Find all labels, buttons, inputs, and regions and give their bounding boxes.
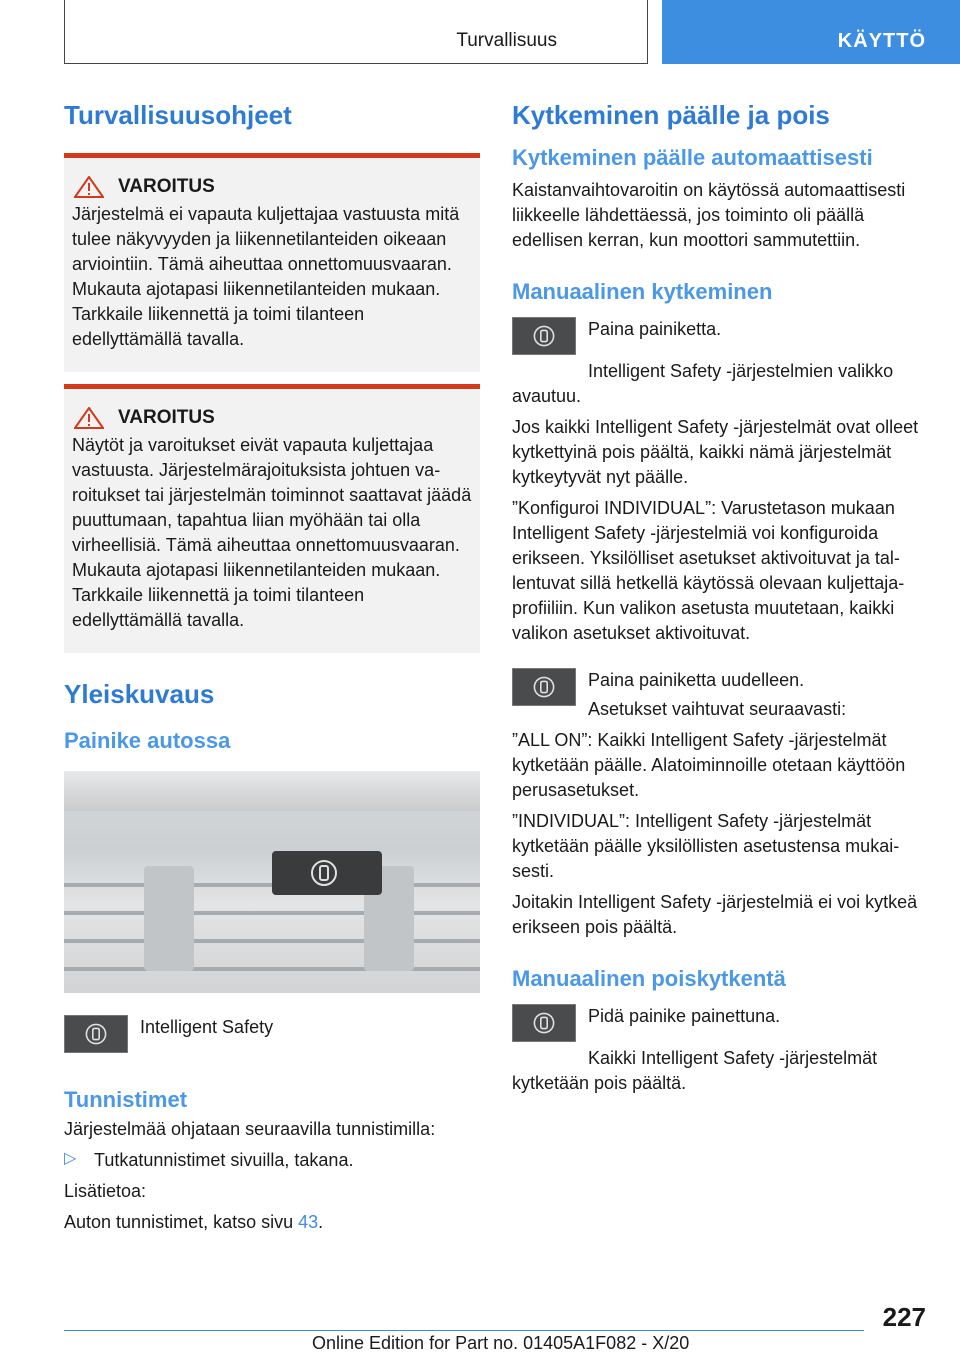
vent-top xyxy=(64,771,480,811)
header-frame xyxy=(64,0,648,64)
sensors-intro: Järjestelmää ohjataan seuraavilla tunnistimilla: xyxy=(64,1119,436,1140)
warning-box-1 xyxy=(64,153,480,372)
edition-footer: Online Edition for Part no. 01405A1F082 - X/20 xyxy=(312,1333,690,1353)
subsection-title-sensors: Tunnistimet xyxy=(64,1086,188,1112)
warning-title: VAROITUS xyxy=(118,176,215,198)
step-2: Paina painiketta uudelleen. Asetukset vaihtuvat seuraavasti: xyxy=(512,668,928,722)
list-item: ▷ Tutkatunnistimet sivuilla, takana. xyxy=(64,1148,480,1173)
right-column xyxy=(512,100,928,1096)
step-1: Paina painiketta. xyxy=(512,317,928,355)
car-shield-icon xyxy=(309,858,339,888)
button-symbol xyxy=(512,1004,576,1042)
subsection-title-button: Painike autossa xyxy=(64,728,231,754)
car-shield-icon xyxy=(532,324,556,348)
button-label: Intelligent Safety xyxy=(140,1016,274,1037)
more-info-label: Lisätietoa: xyxy=(64,1181,147,1202)
warning-triangle-icon xyxy=(74,176,104,198)
button-symbol xyxy=(64,1015,128,1053)
car-shield-icon xyxy=(84,1022,108,1046)
car-shield-icon xyxy=(532,1011,556,1035)
chapter-tab[interactable]: KÄYTTÖ xyxy=(662,0,960,64)
section-title-overview: Yleiskuvaus xyxy=(64,679,215,710)
footer-divider xyxy=(64,1330,864,1331)
paragraph: ”Konfiguroi INDIVIDUAL”: Varustetason mukaan Intelligent Safety -järjestelmiä voi konfiguroida erikseen. Yksilölliset asetukset aktivoituvat ja tallentuvat sillä hetkellä käytössä olevaan kuljettajaprofiiliin. Kun valikon asetusta muutetaan, kaikki valikon asetukset aktivoituvat. xyxy=(512,497,905,643)
section-name: Turvallisuus xyxy=(456,30,557,51)
paragraph: Joitakin Intelligent Safety -järjestelmiä ei voi kytkeä erikseen pois päältä. xyxy=(512,891,918,937)
subsection-title-manual-on: Manuaalinen kytkeminen xyxy=(512,278,773,304)
page-link[interactable]: 43 xyxy=(298,1212,319,1233)
subsection-title-manual-off: Manuaalinen poiskytkentä xyxy=(512,965,786,991)
button-photo xyxy=(64,771,480,993)
car-shield-icon xyxy=(532,675,556,699)
warning-triangle-icon xyxy=(74,407,104,429)
warning-text: Järjestelmä ei vapauta kuljettajaa vastuusta mitä tulee näkyvyyden ja liikennetilanteiden oikeaan arviointiin. Tämä aiheuttaa onnettomuusvaaran. Mukauta ajotapasi liikennetilanteiden mukaan. Tarkkaile liikennettä ja toimi tilanteen edellyttämällä tavalla. xyxy=(72,204,460,350)
paragraph: ”ALL ON”: Kaikki Intelligent Safety -järjestelmät kytketään päälle. Alatoiminnoille otetaan käyttöön perusasetukset. xyxy=(512,729,906,800)
paragraph: ”INDIVIDUAL”: Intelligent Safety -järjestelmät kytketään päälle yksilöllisten asetustensa mukaisesti. xyxy=(512,810,900,881)
left-column xyxy=(64,100,480,1235)
warning-text: Näytöt ja varoitukset eivät vapauta kuljettajaa vastuusta. Järjestelmärajoituksista johtuen varoitukset tai järjestelmän toiminnot saattavat jäädä puuttumaan, tapahtua liian myöhään tai olla virheellisiä. Tämä aiheuttaa onnettomuusvaaran. Mukauta ajotapasi liikennetilanteiden mukaan. Tarkkaile liikennettä ja toimi tilanteen edellyttämällä tavalla. xyxy=(72,435,472,631)
section-title-safety: Turvallisuusohjeet xyxy=(64,100,292,130)
button-symbol xyxy=(512,317,576,355)
subsection-title-auto: Kytkeminen päälle automaattisesti xyxy=(512,145,873,171)
step-1-result: Intelligent Safety -järjestelmien valikko avautuu. xyxy=(512,360,894,406)
section-title-switching: Kytkeminen päälle ja pois xyxy=(512,100,830,130)
warning-title: VAROITUS xyxy=(118,407,215,429)
paragraph: Jos kaikki Intelligent Safety -järjestelmät ovat olleet kytkettyinä pois päältä, kaikki nämä järjestelmät kytkeytyvät nyt päälle. xyxy=(512,416,919,487)
triangle-bullet-icon: ▷ xyxy=(64,1150,77,1168)
button-legend xyxy=(64,1015,480,1053)
warning-box-2 xyxy=(64,384,480,653)
intelligent-safety-button xyxy=(272,851,382,895)
auto-text: Kaistanvaihtovaroitin on käytössä automaattisesti liikkeelle lähdettäessä, jos toiminto oli päällä edellisen kerran, kun moottori sammutettiin. xyxy=(512,179,906,250)
reference-text: Auton tunnistimet, katso sivu 43. xyxy=(64,1212,324,1233)
page-number: 227 xyxy=(882,1302,926,1332)
step-3: Pidä painike painettuna. xyxy=(512,1004,928,1042)
step-3-result: Kaikki Intelligent Safety -järjestelmät kytketään pois päältä. xyxy=(512,1048,878,1094)
button-symbol xyxy=(512,668,576,706)
